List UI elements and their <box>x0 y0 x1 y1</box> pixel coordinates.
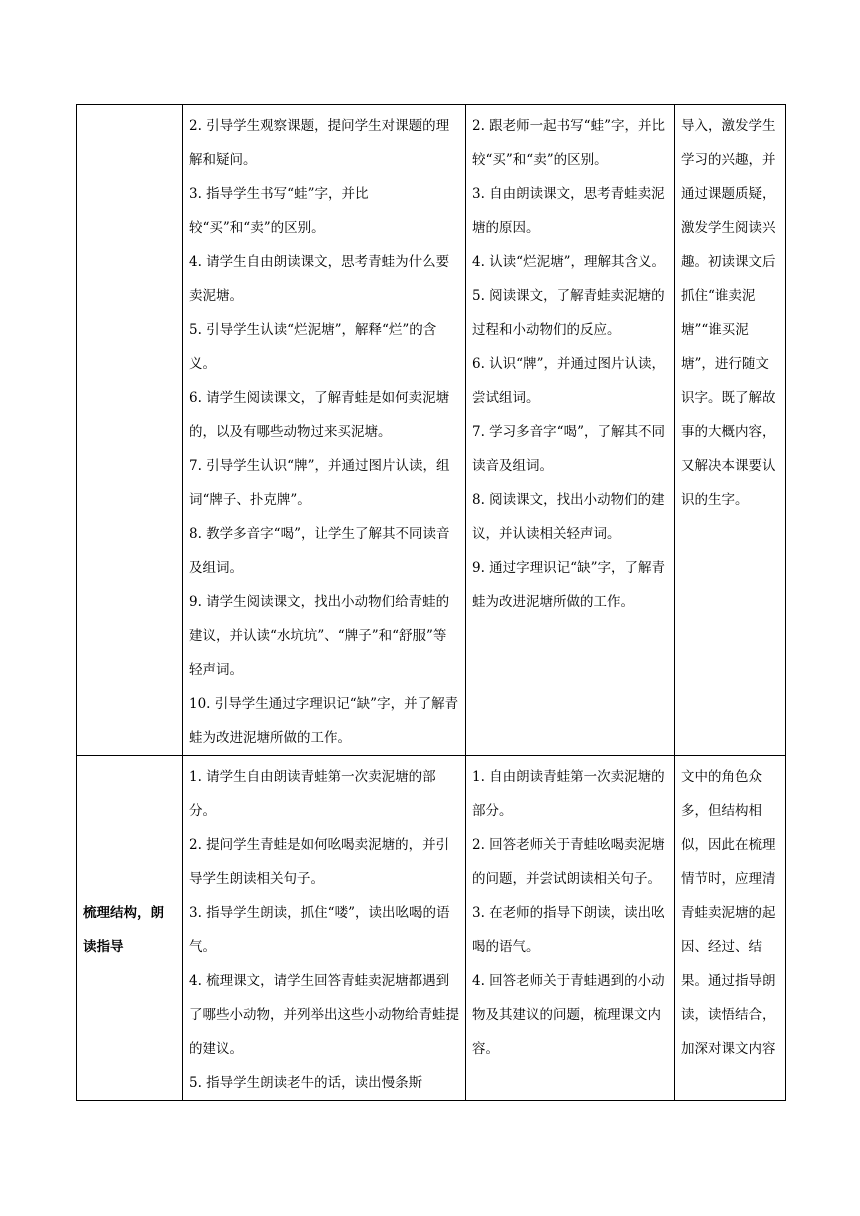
student-activity-cell <box>466 105 675 756</box>
list-item: 4. 回答老师关于青蛙遇到的小动物及其建议的问题，梳理课文内容。 <box>472 973 665 1057</box>
list-item: 1. 请学生自由朗读青蛙第一次卖泥塘的部分。 <box>189 769 436 819</box>
list-item: 1. 自由朗读青蛙第一次卖泥塘的部分。 <box>472 769 665 819</box>
list-item: 10. 引导学生通过字理识记“缺”字，并了解青蛙为改进泥塘所做的工作。 <box>189 696 459 746</box>
list-item: 5. 阅读课文，了解青蛙卖泥塘的过程和小动物们的反应。 <box>472 288 665 338</box>
list-item: 2. 引导学生观察课题，提问学生对课题的理解和疑问。 <box>189 118 450 168</box>
list-item: 6. 认识“牌”，并通过图片认读，尝试组词。 <box>472 356 665 406</box>
list-item: 4. 认读“烂泥塘”，理解其含义。 <box>472 254 665 270</box>
list-item: 9. 通过字理识记“缺”字，了解青蛙为改进泥塘所做的工作。 <box>472 560 665 610</box>
design-intent-cell: 文中的角色众多，但结构相似，因此在梳理情节时，应理清青蛙卖泥塘的起因、经过、结果。通过指导朗读，读悟结合，加深对课文内容 <box>675 756 786 1101</box>
lesson-plan-table <box>76 104 786 1101</box>
list-item: 4. 梳理课文，请学生回答青蛙卖泥塘都遇到了哪些小动物，并列举出这些小动物给青蛙提的建议。 <box>189 973 459 1057</box>
list-item: 3. 指导学生书写“蛙”字，并比较“买”和“卖”的区别。 <box>189 186 369 236</box>
list-item: 9. 请学生阅读课文，找出小动物们给青蛙的建议，并认读“水坑坑”、“牌子”和“舒服”等轻声词。 <box>189 594 450 678</box>
table-row <box>77 756 786 1101</box>
list-item: 8. 阅读课文，找出小动物们的建议，并认读相关轻声词。 <box>472 492 665 542</box>
design-intent-cell: 导入，激发学生学习的兴趣，并通过课题质疑，激发学生阅读兴趣。初读课文后抓住“谁卖泥塘”“谁买泥塘”，进行随文识字。既了解故事的大概内容，又解决本课要认识的生字。 <box>675 105 786 756</box>
list-item: 8. 教学多音字“喝”，让学生了解其不同读音及组词。 <box>189 526 450 576</box>
list-item: 3. 自由朗读课文，思考青蛙卖泥塘的原因。 <box>472 186 665 236</box>
list-item: 5. 指导学生朗读老牛的话，读出慢条斯 <box>189 1075 423 1091</box>
list-item: 3. 指导学生朗读，抓住“喽”，读出吆喝的语气。 <box>189 905 450 955</box>
teacher-activity-cell <box>183 105 466 756</box>
list-item: 5. 引导学生认读“烂泥塘”，解释“烂”的含义。 <box>189 322 437 372</box>
list-item: 2. 回答老师关于青蛙吆喝卖泥塘的问题，并尝试朗读相关句子。 <box>472 837 665 887</box>
list-item: 4. 请学生自由朗读课文，思考青蛙为什么要卖泥塘。 <box>189 254 450 304</box>
list-item: 2. 提问学生青蛙是如何吆喝卖泥塘的，并引导学生朗读相关句子。 <box>189 837 450 887</box>
list-item: 2. 跟老师一起书写“蛙”字，并比较“买”和“卖”的区别。 <box>472 118 665 168</box>
list-item: 6. 请学生阅读课文，了解青蛙是如何卖泥塘的，以及有哪些动物过来买泥塘。 <box>189 390 450 440</box>
list-item: 3. 在老师的指导下朗读，读出吆喝的语气。 <box>472 905 665 955</box>
teacher-activity-cell <box>183 756 466 1101</box>
student-activity-cell <box>466 756 675 1101</box>
list-item: 7. 学习多音字“喝”，了解其不同读音及组词。 <box>472 424 665 474</box>
stage-cell <box>77 105 183 756</box>
list-item: 7. 引导学生认识“牌”，并通过图片认读，组词“牌子、扑克牌”。 <box>189 458 450 508</box>
stage-cell: 梳理结构，朗读指导 <box>77 756 183 1101</box>
table-row <box>77 105 786 756</box>
